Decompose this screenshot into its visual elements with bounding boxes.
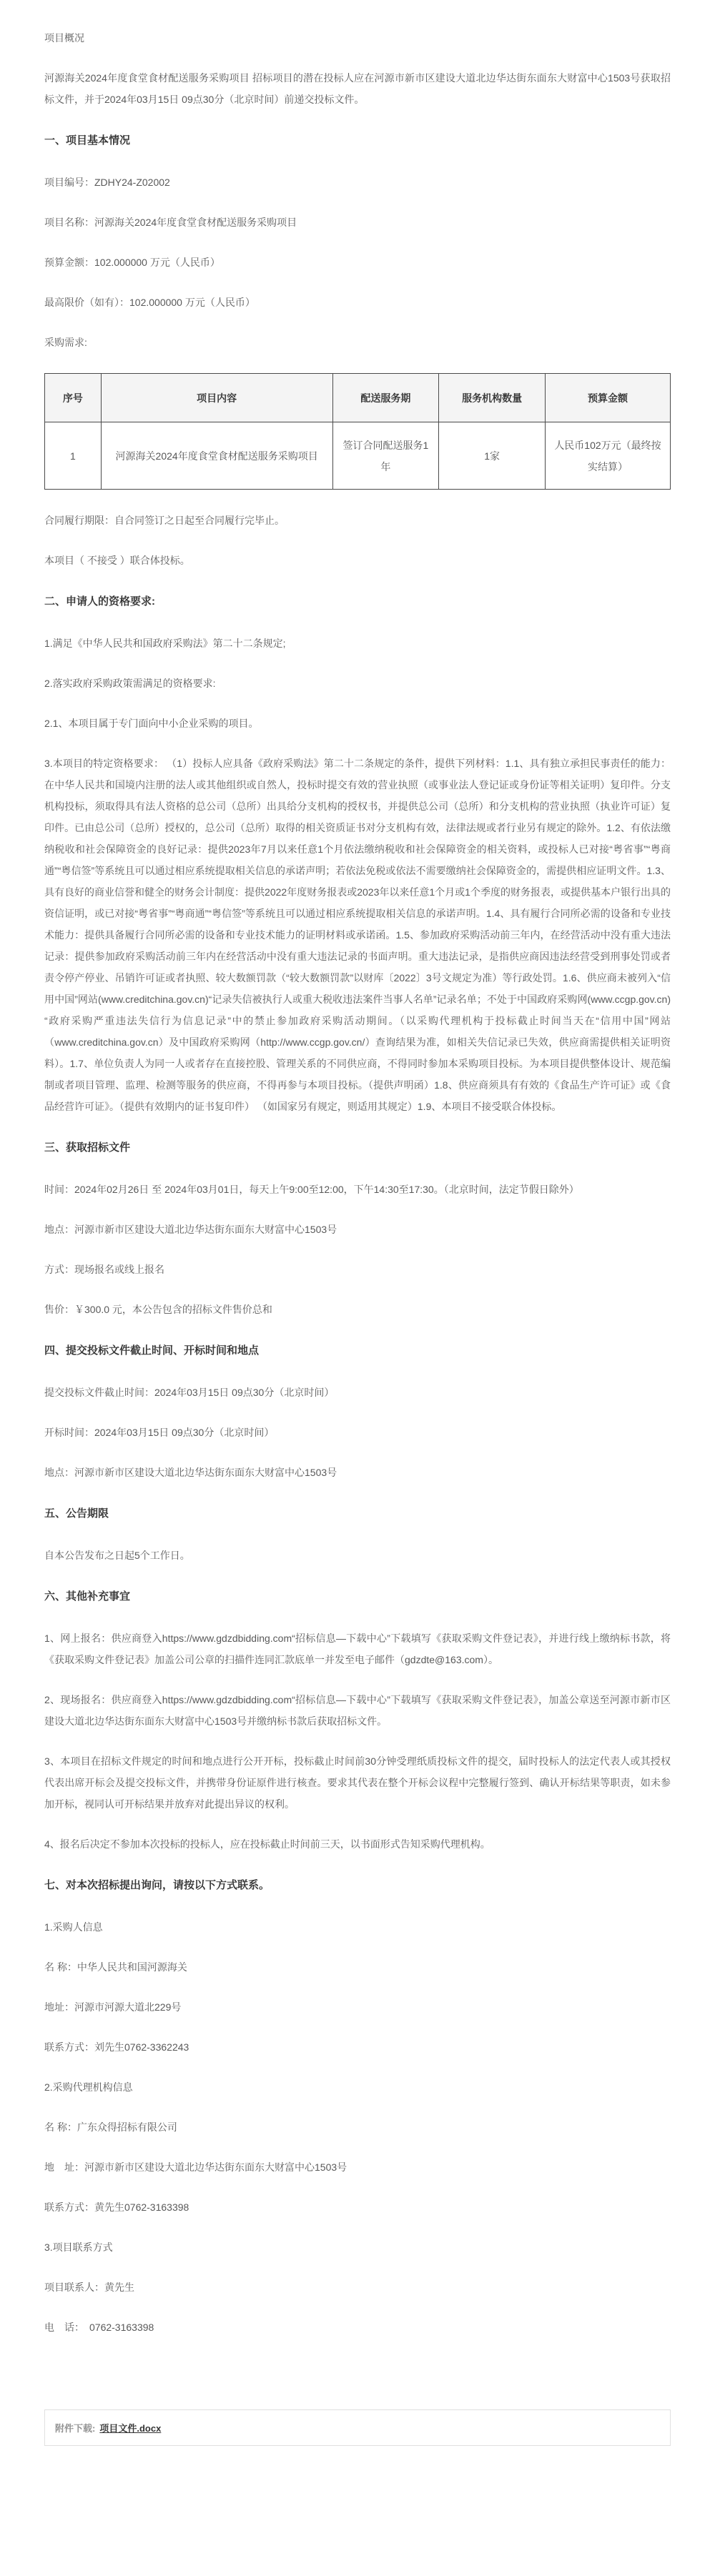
- col-header-service-period: 配送服务期: [332, 374, 439, 422]
- attachment-download-box: [44, 2409, 671, 2446]
- table-header-row: [45, 374, 671, 422]
- agency-contact: 联系方式：黄先生0762-3163398: [44, 2201, 189, 2213]
- qualification-item-2-1: 2.1、本项目属于专门面向中小企业采购的项目。: [44, 718, 259, 729]
- cell-agency-count: 1家: [439, 422, 546, 490]
- col-header-agency-count: 服务机构数量: [439, 374, 546, 422]
- col-header-content: 项目内容: [101, 374, 332, 422]
- overview-title: 项目概况: [44, 32, 84, 44]
- submit-deadline: 提交投标文件截止时间：2024年03月15日 09点30分（北京时间）: [44, 1387, 335, 1398]
- notice-period-body: 自本公告发布之日起5个工作日。: [44, 1550, 190, 1561]
- supplement-item-3: 3、本项目在招标文件规定的时间和地点进行公开开标，投标截止时间前30分钟受理纸质投标文件的提交，届时投标人的法定代表人或其授权代表出席开标会及提交投标文件，并携带身份证原件进行核查。要求其代表在整个开标会议程中完整履行签到、确认开标结果等职责，如未参加开标，视同认可开标结果并放弃对此提出异议的权利。: [44, 1755, 671, 1810]
- agency-name: 名 称：广东众得招标有限公司: [44, 2121, 177, 2133]
- section-supplement-title: 六、其他补充事宜: [44, 1590, 131, 1602]
- obtain-time: 时间：2024年02月26日 至 2024年03月01日，每天上午9:00至12:00，下午14:30至17:30。（北京时间，法定节假日除外）: [44, 1184, 579, 1195]
- project-number: 项目编号：ZDHY24-Z02002: [44, 177, 170, 188]
- obtain-place: 地点：河源市新市区建设大道北边华达街东面东大财富中心1503号: [44, 1224, 337, 1235]
- demand-label: 采购需求:: [44, 337, 87, 348]
- attachment-file-link[interactable]: 项目文件.docx: [99, 2423, 162, 2434]
- cell-budget: 人民币102万元（最终按实结算）: [546, 422, 671, 490]
- project-contact-label: 3.项目联系方式: [44, 2241, 113, 2253]
- cell-service-period: 签订合同配送服务1年: [332, 422, 439, 490]
- section-deadline-title: 四、提交投标文件截止时间、开标时间和地点: [44, 1344, 260, 1357]
- open-place: 地点：河源市新市区建设大道北边华达街东面东大财富中心1503号: [44, 1467, 337, 1478]
- max-price: 最高限价（如有）：102.000000 万元（人民币）: [44, 297, 255, 308]
- col-header-budget: 预算金额: [546, 374, 671, 422]
- cell-seq: 1: [45, 422, 102, 490]
- section-qualification-title: 二、申请人的资格要求:: [44, 595, 155, 608]
- joint-bid-statement: 本项目（ 不接受 ）联合体投标。: [44, 555, 190, 566]
- budget-amount: 预算金额：102.000000 万元（人民币）: [44, 257, 220, 268]
- contract-period: 合同履行期限：自合同签订之日起至合同履行完毕止。: [44, 515, 285, 526]
- project-contact-person: 项目联系人：黄先生: [44, 2282, 134, 2293]
- col-header-seq: 序号: [45, 374, 102, 422]
- section-notice-period-title: 五、公告期限: [44, 1507, 109, 1520]
- attachment-label: 附件下载:: [55, 2423, 96, 2434]
- section-contact-title: 七、对本次招标提出询问，请按以下方式联系。: [44, 1879, 270, 1891]
- overview-body: 河源海关2024年度食堂食材配送服务采购项目 招标项目的潜在投标人应在河源市新市区建设大道北边华达街东面东大财富中心1503号获取招标文件，并于2024年03月15日 09点30分（北京时间）前递交投标文件。: [44, 72, 671, 105]
- agency-info-label: 2.采购代理机构信息: [44, 2081, 133, 2093]
- cell-content: 河源海关2024年度食堂食材配送服务采购项目: [101, 422, 332, 490]
- obtain-price: 售价：￥300.0 元，本公告包含的招标文件售价总和: [44, 1304, 272, 1315]
- open-time: 开标时间：2024年03月15日 09点30分（北京时间）: [44, 1427, 275, 1438]
- qualification-item-3: 3.本项目的特定资格要求： （1）投标人应具备《政府采购法》第二十二条规定的条件，提供下列材料：1.1、具有独立承担民事责任的能力：在中华人民共和国境内注册的法人或其他组织或自然人，投标时提交有效的营业执照（或事业法人登记证或身份证等相关证明）复印件。分支机构投标，须取得具有法人资格的总公司（总所）出具给分支机构的授权书，并提供总公司（总所）和分支机构的营业执照（执业许可证）复印件。已由总公司（总所）授权的，总公司（总所）取得的相关资质证书对分支机构有效，法律法规或者行业另有规定的除外。1.2、有依法缴纳税收和社会保障资金的良好记录：提供2023年7月以来任意1个月依法缴纳税收和社会保障资金的相关资料，或投标人已对接“粤省事”“粤商通”“粤信签”等系统且可以通过相应系统提取相关信息的承诺声明；若依法免税或依法不需要缴纳社会保障资金的，需提供相应证明文件。1.3、具有良好的商业信誉和健全的财务会计制度：提供2022年度财务报表或2023年以来任意1个月或1个季度的财务报表，或提供基本户银行出具的资信证明，或已对接“粤省事”“粤商通”“粤信签”等系统且可以通过相应系统提取相关信息的承诺声明。1.4、具有履行合同所必需的设备和专业技术能力：提供具备履行合同所必需的设备和专业技术能力的证明材料或承诺函。1.5、参加政府采购活动前三年内，在经营活动中没有重大违法记录：提供参加政府采购活动前三年内在经营活动中没有重大违法记录的书面声明。重大违法记录，是指供应商因违法经营受到刑事处罚或者责令停产停业、吊销许可证或者执照、较大数额罚款（“较大数额罚款”以财库〔2022〕3号文规定为准）等行政处罚。1.6、供应商未被列入“信用中国”网站(www.creditchina.gov.cn)“记录失信被执行人或重大税收违法案件当事人名单”记录名单；不处于中国政府采购网(www.ccgp.gov.cn)“政府采购严重违法失信行为信息记录”中的禁止参加政府采购活动期间。（以采购代理机构于投标截止时间当天在“信用中国”网站（www.creditchina.gov.cn）及中国政府采购网（http://www.ccgp.gov.cn/）查询结果为准，如相关失信记录已失效，供应商需提供相关证明资料）。1.7、单位负责人为同一人或者存在直接控股、管理关系的不同供应商，不得同时参加本采购项目投标。为本项目提供整体设计、规范编制或者项目管理、监理、检测等服务的供应商，不得再参与本项目投标。（提供声明函）1.8、供应商须具有有效的《食品生产许可证》或《食品经营许可证》。（提供有效期内的证书复印件） （如国家另有规定，则适用其规定）1.9、本项目不接受联合体投标。: [44, 758, 671, 1112]
- supplement-item-4: 4、报名后决定不参加本次投标的投标人，应在投标截止时间前三天，以书面形式告知采购代理机构。: [44, 1838, 490, 1850]
- qualification-item-2: 2.落实政府采购政策需满足的资格要求:: [44, 678, 216, 689]
- obtain-method: 方式：现场报名或线上报名: [44, 1264, 164, 1275]
- table-row: [45, 422, 671, 490]
- project-contact-phone: 电 话： 0762-3163398: [44, 2322, 154, 2333]
- purchaser-info-label: 1.采购人信息: [44, 1921, 103, 1933]
- supplement-item-2: 2、现场报名：供应商登入https://www.gdzdbidding.com“招标信息—下载中心”下载填写《获取采购文件登记表》，加盖公章送至河源市新市区建设大道北边华达街东面东大财富中心1503号并缴纳标书款后获取招标文件。: [44, 1694, 671, 1727]
- supplement-item-1: 1、网上报名：供应商登入https://www.gdzdbidding.com“招标信息—下载中心”下载填写《获取采购文件登记表》，并进行线上缴纳标书款，将《获取采购文件登记表》加盖公司公章的扫描件连同汇款底单一并发至电子邮件（gdzdte@163.com）。: [44, 1633, 671, 1665]
- project-name: 项目名称：河源海关2024年度食堂食材配送服务采购项目: [44, 217, 297, 228]
- section-obtain-title: 三、获取招标文件: [44, 1141, 131, 1154]
- purchaser-address: 地址：河源市河源大道北229号: [44, 2001, 182, 2013]
- procurement-demand-table: [44, 373, 671, 490]
- agency-address: 地 址：河源市新市区建设大道北边华达街东面东大财富中心1503号: [44, 2161, 347, 2173]
- purchaser-contact: 联系方式：刘先生0762-3362243: [44, 2041, 189, 2053]
- purchaser-name: 名 称：中华人民共和国河源海关: [44, 1961, 187, 1973]
- section-basic-title: 一、项目基本情况: [44, 134, 131, 147]
- qualification-item-1: 1.满足《中华人民共和国政府采购法》第二十二条规定;: [44, 638, 286, 649]
